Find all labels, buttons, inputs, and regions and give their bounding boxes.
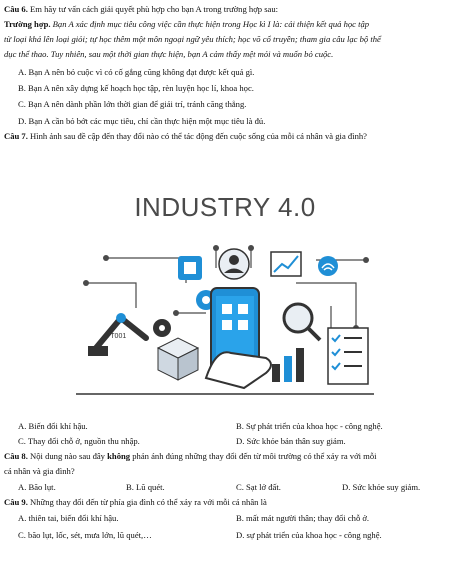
q8-option-d: D. Sức khỏe suy giảm. <box>342 482 421 492</box>
case-label: Trường hợp. <box>4 19 51 29</box>
q8-option-a: A. Bão lụt. <box>18 482 56 492</box>
question-8-text-pre: Nội dung nào sau đây <box>27 451 108 461</box>
question-7-stem <box>4 131 367 142</box>
figure-title: INDUSTRY 4.0 <box>134 192 316 222</box>
question-6-number: Câu 6. <box>4 4 28 14</box>
q6-option-a: A. Bạn A nên bỏ cuộc vì có cố gắng cũng không đạt được kết quả gì. <box>18 67 255 77</box>
q7-option-a: A. Biến đổi khí hậu. <box>18 421 88 431</box>
question-6-text: Em hãy tư vấn cách giải quyết phù hợp cho bạn A trong trường hợp sau: <box>27 4 279 14</box>
question-7-text: Hình ảnh sau đề cập đến thay đổi nào có thể tác động đến cuộc sống của mỗi cá nhân và gia đình? <box>27 131 367 141</box>
q6-option-d: D. Bạn A cần bỏ bớt các mục tiêu, chỉ cần thực hiện một mục tiêu là đủ. <box>18 116 266 126</box>
question-8-stem-line-2: cá nhân và gia đình? <box>4 466 75 476</box>
q8-option-b: B. Lũ quét. <box>126 482 165 492</box>
case-text-1: Bạn A xác định mục tiêu công việc cần thực hiện trong Học kì I là: cải thiện kết quả học tập <box>50 19 370 29</box>
q6-option-b: B. Bạn A nên xây dựng kế hoạch học tập, rèn luyện học lí, khoa học. <box>18 83 254 93</box>
question-8-stem <box>4 451 377 462</box>
question-9-stem <box>4 497 267 508</box>
q6-option-c: C. Bạn A nên dành phần lớn thời gian để giải trí, tránh căng thẳng. <box>18 99 247 109</box>
question-7-number: Câu 7. <box>4 131 28 141</box>
question-6-case-line-1 <box>4 19 369 30</box>
question-8-number: Câu 8. <box>4 451 28 461</box>
q9-option-b: B. mất mát người thân; thay đổi chỗ ở. <box>236 513 370 523</box>
question-8-text-post: phản ánh đúng những thay đổi đến từ môi trường có thể xảy ra với mỗi <box>130 451 377 461</box>
question-6-stem <box>4 4 278 15</box>
industry-4-illustration <box>66 188 384 412</box>
q7-option-b: B. Sự phát triển của khoa học - công nghệ. <box>236 421 383 431</box>
q7-option-d: D. Sức khỏe bản thân suy giảm. <box>236 436 346 446</box>
industry-illustration-graphic <box>66 188 384 412</box>
figure-label: TT001 <box>106 333 127 340</box>
q9-option-c: C. bão lụt, lốc, sét, mưa lớn, lũ quét,… <box>18 530 152 540</box>
question-8-emphasis: không <box>107 451 131 461</box>
question-9-number: Câu 9. <box>4 497 28 507</box>
q9-option-a: A. thiên tai, biến đổi khí hậu. <box>18 513 119 523</box>
q8-option-c: C. Sạt lở đất. <box>236 482 281 492</box>
q9-option-d: D. sự phát triển của khoa học - công nghệ. <box>236 530 382 540</box>
question-6-case-line-3: dục thể thao. Tuy nhiên, sau một thời gian thực hiện, bạn A cảm thấy mệt mỏi và muốn bỏ cuộc. <box>4 49 334 59</box>
question-6-case-line-2: từ loại khá lên loại giỏi; tự học thêm một môn ngoại ngữ yêu thích; học võ cổ truyền; tham gia câu lạc bộ thể <box>4 34 381 44</box>
q7-option-c: C. Thay đổi chỗ ở, nguồn thu nhập. <box>18 436 140 446</box>
question-9-text: Những thay đổi đến từ phía gia đình có thể xảy ra với mỗi cá nhân là <box>27 497 267 507</box>
